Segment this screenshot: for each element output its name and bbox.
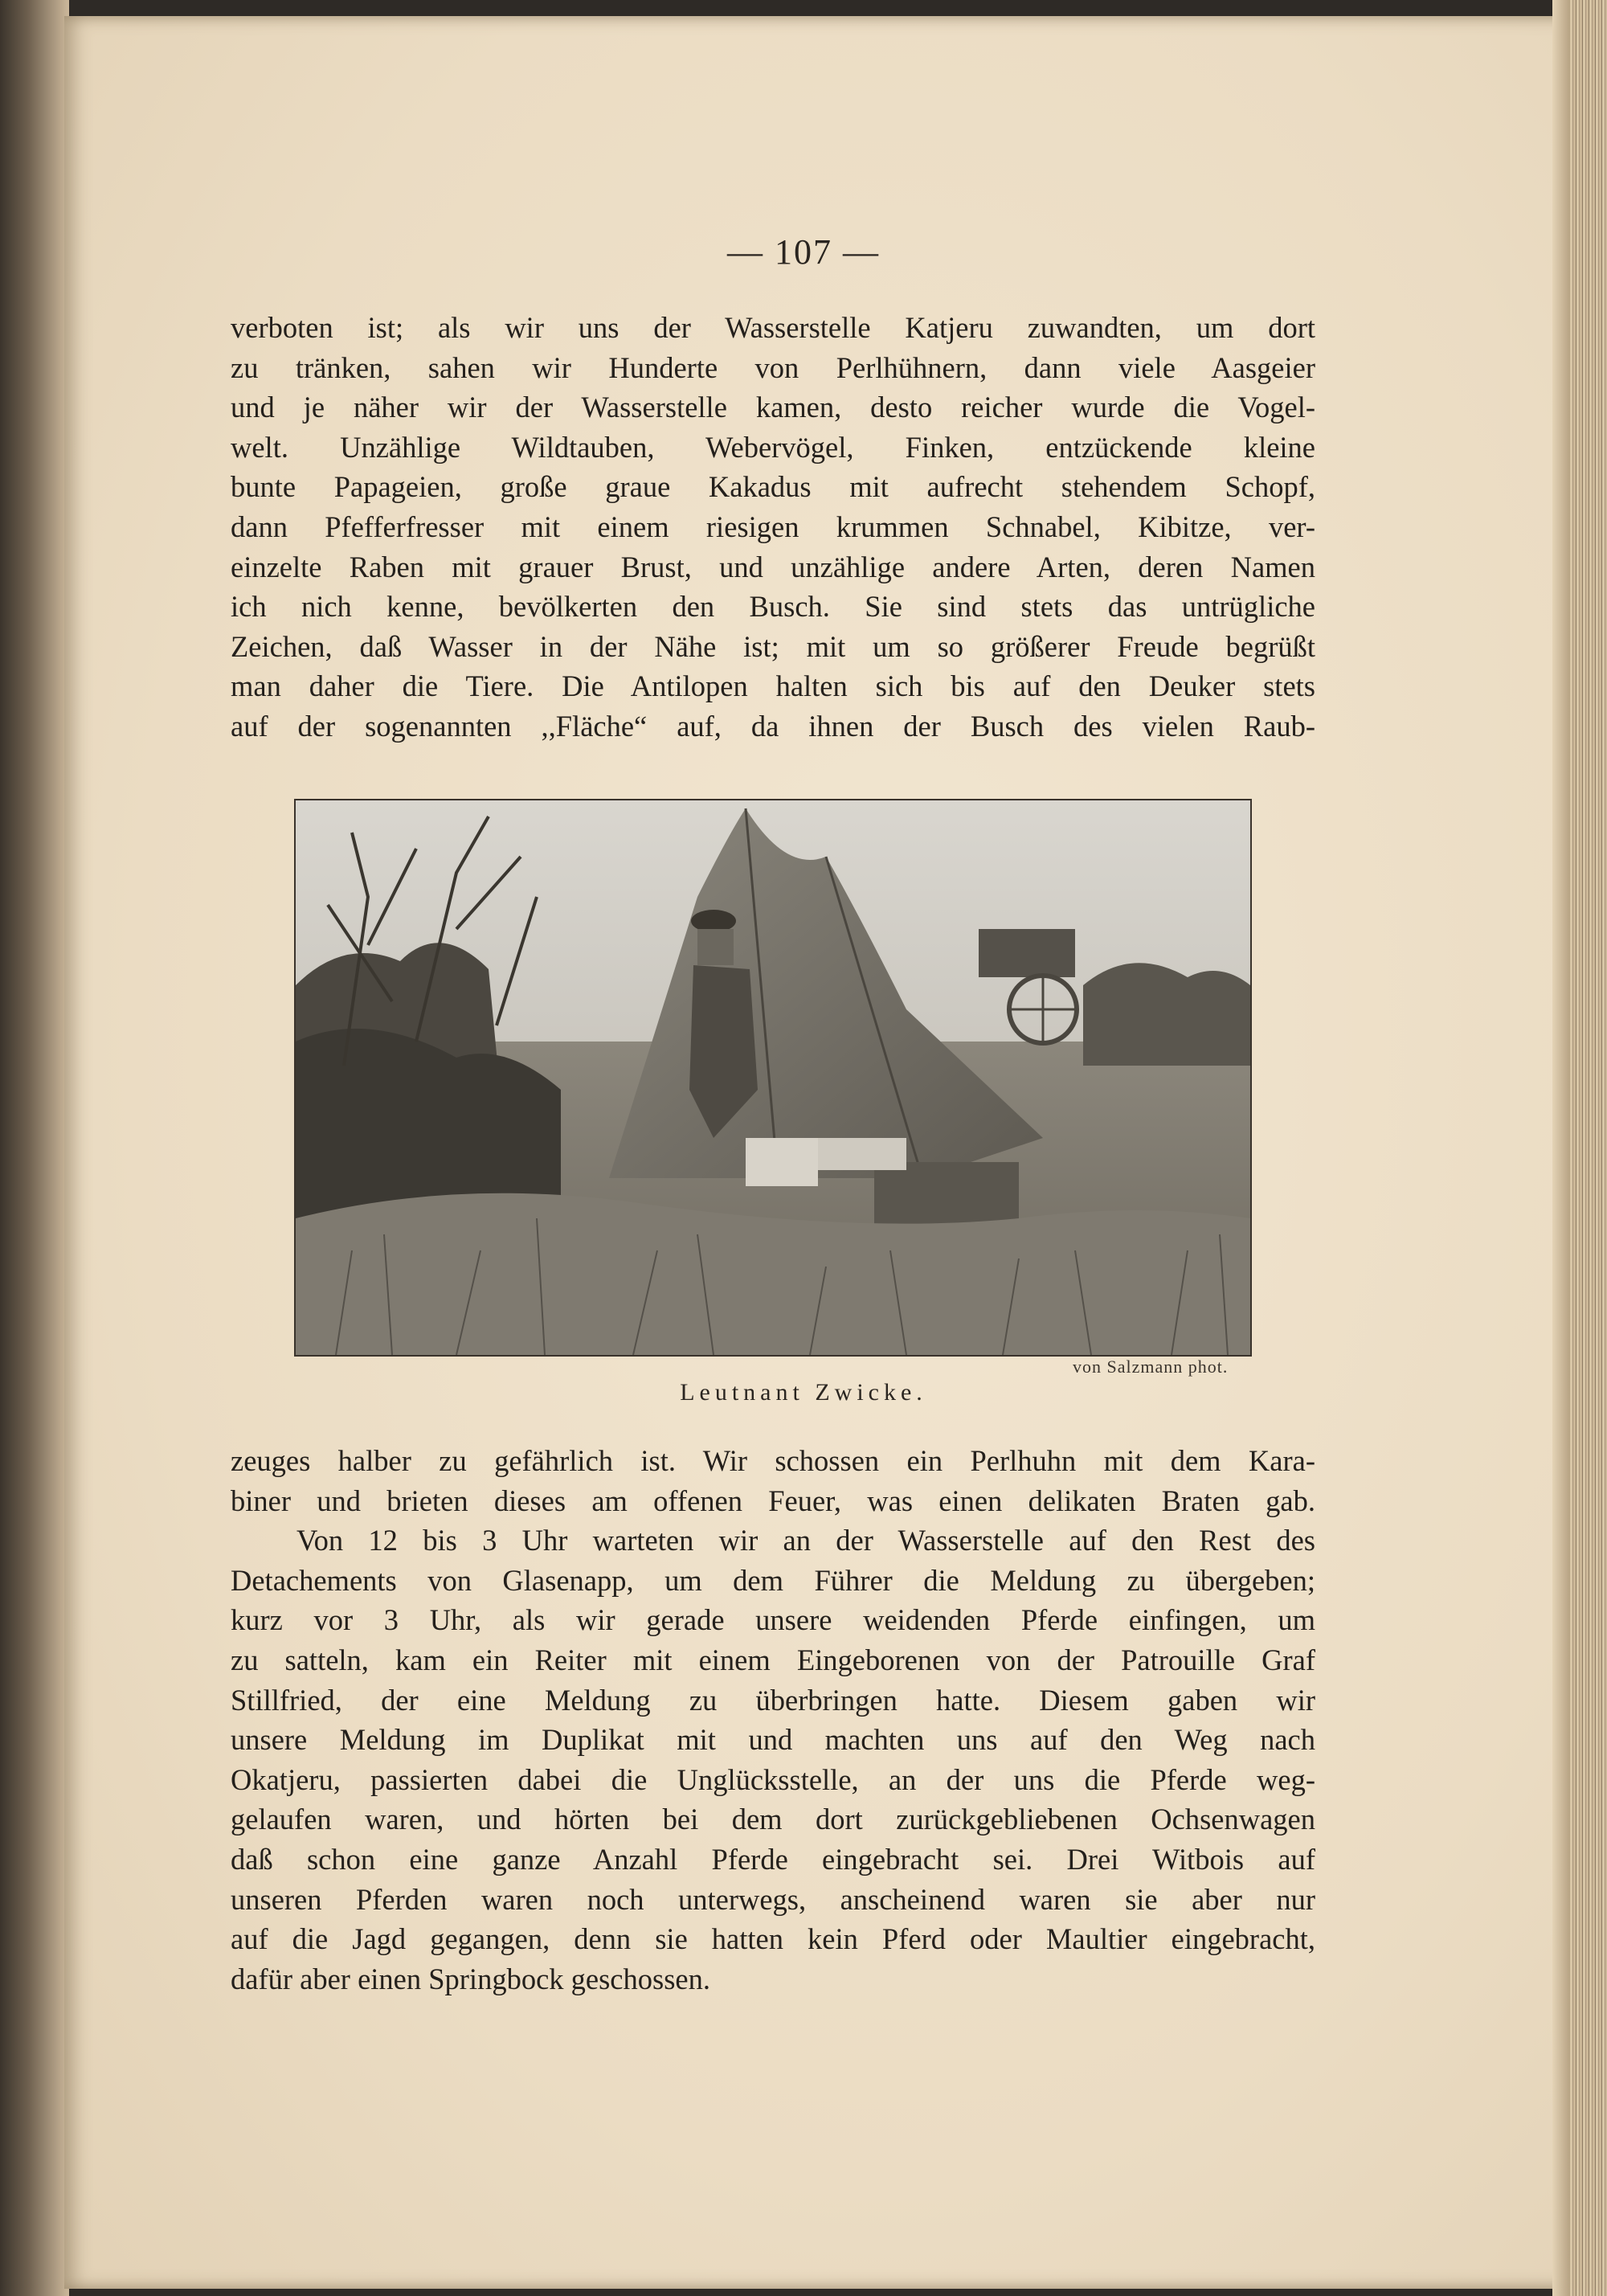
text-line: zeuges halber zu gefährlich ist. Wir schossen ein Perlhuhn mit dem Kara-	[231, 1444, 1315, 1477]
photograph-tent-camp	[294, 799, 1252, 1357]
top-paragraph	[231, 308, 1315, 747]
page-edge-shadow	[1552, 0, 1570, 2296]
book-spine-edge	[0, 0, 69, 2296]
text-line: Von 12 bis 3 Uhr warteten wir an der Wasserstelle auf den Rest des	[296, 1524, 1315, 1557]
text-line: und je näher wir der Wasserstelle kamen, desto reicher wurde die Vogel-	[231, 391, 1315, 424]
text-line: Detachements von Glasenapp, um dem Führer die Meldung zu übergeben;	[231, 1563, 1315, 1597]
text-line: biner und brieten dieses am offenen Feuer, was einen delikaten Braten gab.	[231, 1484, 1315, 1517]
text-line: man daher die Tiere. Die Antilopen halten sich bis auf den Deuker stets	[231, 669, 1315, 703]
text-line: unsere Meldung im Duplikat mit und machten uns auf den Weg nach	[231, 1723, 1315, 1757]
page-stack-edge	[1570, 0, 1607, 2296]
paragraph-text	[231, 308, 1315, 747]
text-line: dafür aber einen Springbock geschossen.	[231, 1962, 710, 1995]
page-number: — 107 —	[727, 232, 880, 272]
text-line: verboten ist; als wir uns der Wasserstelle Katjeru zuwandten, um dort	[231, 311, 1315, 344]
text-line: welt. Unzählige Wildtauben, Webervögel, Finken, entzückende kleine	[231, 430, 1315, 464]
text-line: kurz vor 3 Uhr, als wir gerade unsere weidenden Pferde einfingen, um	[231, 1603, 1315, 1637]
photo-caption: Leutnant Zwicke.	[680, 1379, 927, 1406]
text-line: dann Pfefferfresser mit einem riesigen krummen Schnabel, Kibitze, ver-	[231, 510, 1315, 543]
text-line: Stillfried, der eine Meldung zu überbringen hatte. Diesem gaben wir	[231, 1683, 1315, 1717]
text-line: ich nich kenne, bevölkerten den Busch. Sie sind stets das untrügliche	[231, 590, 1315, 624]
text-line: bunte Papageien, große graue Kakadus mit aufrecht stehendem Schopf,	[231, 470, 1315, 504]
text-line: Okatjeru, passierten dabei die Unglücksstelle, an der uns die Pferde weg-	[231, 1762, 1315, 1796]
bottom-paragraphs	[231, 1441, 1315, 1999]
photo-credit: von Salzmann phot.	[1073, 1357, 1229, 1377]
text-line: gelaufen waren, und hörten bei dem dort zurückgebliebenen Ochsenwagen	[231, 1803, 1315, 1836]
photo-illustration	[296, 800, 1250, 1355]
text-line: zu tränken, sahen wir Hunderte von Perlhühnern, dann viele Aasgeier	[231, 350, 1315, 384]
text-line: auf der sogenannten ,,Fläche“ auf, da ihnen der Busch des vielen Raub-	[231, 709, 1315, 743]
text-line: daß schon eine ganze Anzahl Pferde eingebracht sei. Drei Witbois auf	[231, 1842, 1315, 1876]
paragraph-text	[231, 1520, 1315, 1999]
text-line: zu satteln, kam ein Reiter mit einem Eingeborenen von der Patrouille Graf	[231, 1643, 1315, 1676]
text-line: einzelte Raben mit grauer Brust, und unzählige andere Arten, deren Namen	[231, 550, 1315, 583]
text-line: auf die Jagd gegangen, denn sie hatten kein Pferd oder Maultier eingebracht,	[231, 1922, 1315, 1956]
text-line: Zeichen, daß Wasser in der Nähe ist; mit um so größerer Freude begrüßt	[231, 629, 1315, 663]
text-line: unseren Pferden waren noch unterwegs, anscheinend waren sie aber nur	[231, 1882, 1315, 1916]
paragraph-text	[231, 1441, 1315, 1520]
